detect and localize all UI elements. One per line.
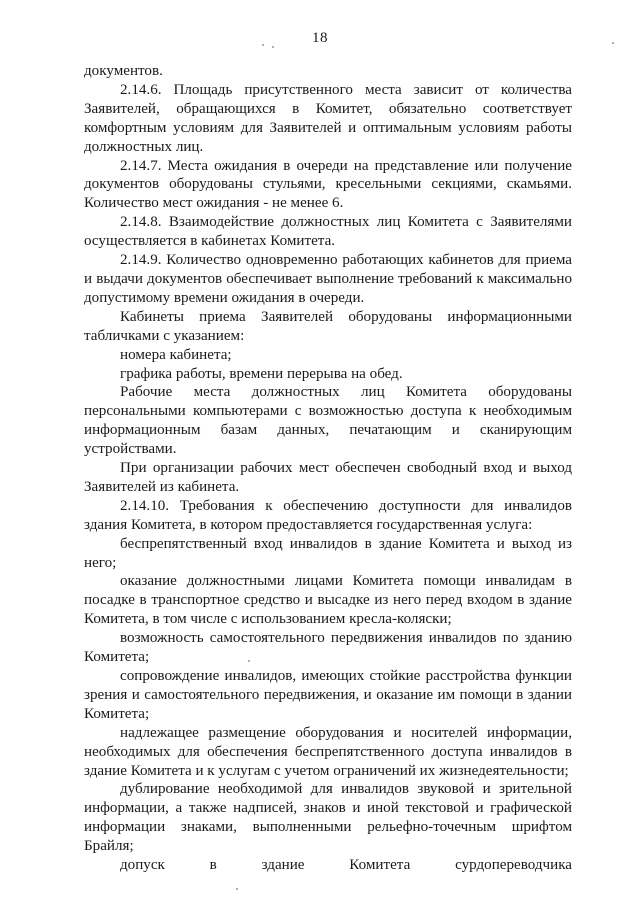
- paragraph: Рабочие места должностных лиц Комитета оборудованы персональными компьютерами с возможностью доступа к необходимым информационным базам данных, печатающим и сканирующим устройствами.: [84, 384, 572, 458]
- paragraph: 2.14.8. Взаимодействие должностных лиц Комитета с Заявителями осуществляется в кабинетах Комитета.: [84, 214, 572, 250]
- document-body: [84, 62, 572, 875]
- paragraph: сопровождение инвалидов, имеющих стойкие расстройства функции зрения и самостоятельного передвижения, и оказание им помощи в здании Комитета;: [84, 668, 572, 722]
- paragraph: надлежащее размещение оборудования и носителей информации, необходимых для обеспечения беспрепятственного доступа инвалидов в здание Комитета и к услугам с учетом ограничений их жизнедеятельности;: [84, 724, 572, 779]
- paragraph: допуск в здание Комитета сурдопереводчика: [120, 857, 572, 874]
- paragraph: графика работы, времени перерыва на обед.: [120, 365, 403, 382]
- page-number: 18: [312, 30, 328, 46]
- scan-speck: [612, 42, 614, 44]
- scan-speck: [262, 44, 264, 46]
- paragraph: беспрепятственный вход инвалидов в здание Комитета и выход из него;: [84, 535, 572, 571]
- paragraph: 2.14.10. Требования к обеспечению доступности для инвалидов здания Комитета, в котором предоставляется государственная услуга:: [84, 497, 572, 533]
- paragraph: 2.14.9. Количество одновременно работающих кабинетов для приема и выдачи документов обеспечивает выполнение требований к максимально допустимому времени ожидания в очереди.: [84, 252, 572, 306]
- paragraph: возможность самостоятельного передвижения инвалидов по зданию Комитета;: [84, 630, 572, 666]
- scan-speck: [236, 888, 238, 890]
- paragraph: номера кабинета;: [120, 346, 232, 363]
- scan-speck: [272, 46, 274, 48]
- paragraph: документов.: [84, 63, 163, 79]
- scan-speck: [248, 660, 250, 662]
- paragraph: При организации рабочих мест обеспечен свободный вход и выход Заявителей из кабинета.: [84, 460, 572, 495]
- paragraph: оказание должностными лицами Комитета помощи инвалидам в посадке в транспортное средство и высадке из него перед входом в здание Комитета, в том числе с использованием кресла-коляски;: [84, 573, 572, 628]
- paragraph: 2.14.6. Площадь присутственного места зависит от количества Заявителей, обращающихся в Комитет, обязательно соответствует комфортным условиям для Заявителей и оптимальным условиям работы должностных лиц.: [84, 81, 572, 155]
- paragraph: 2.14.7. Места ожидания в очереди на представление или получение документов оборудованы стульями, кресельными секциями, скамьями. Количество мест ожидания - не менее 6.: [84, 157, 572, 212]
- paragraph: дублирование необходимой для инвалидов звуковой и зрительной информации, а также надписей, знаков и иной текстовой и графической информации знаками, выполненными рельефно-точечным шрифтом Брайля;: [84, 781, 572, 855]
- paragraph: Кабинеты приема Заявителей оборудованы информационными табличками с указанием:: [84, 308, 572, 344]
